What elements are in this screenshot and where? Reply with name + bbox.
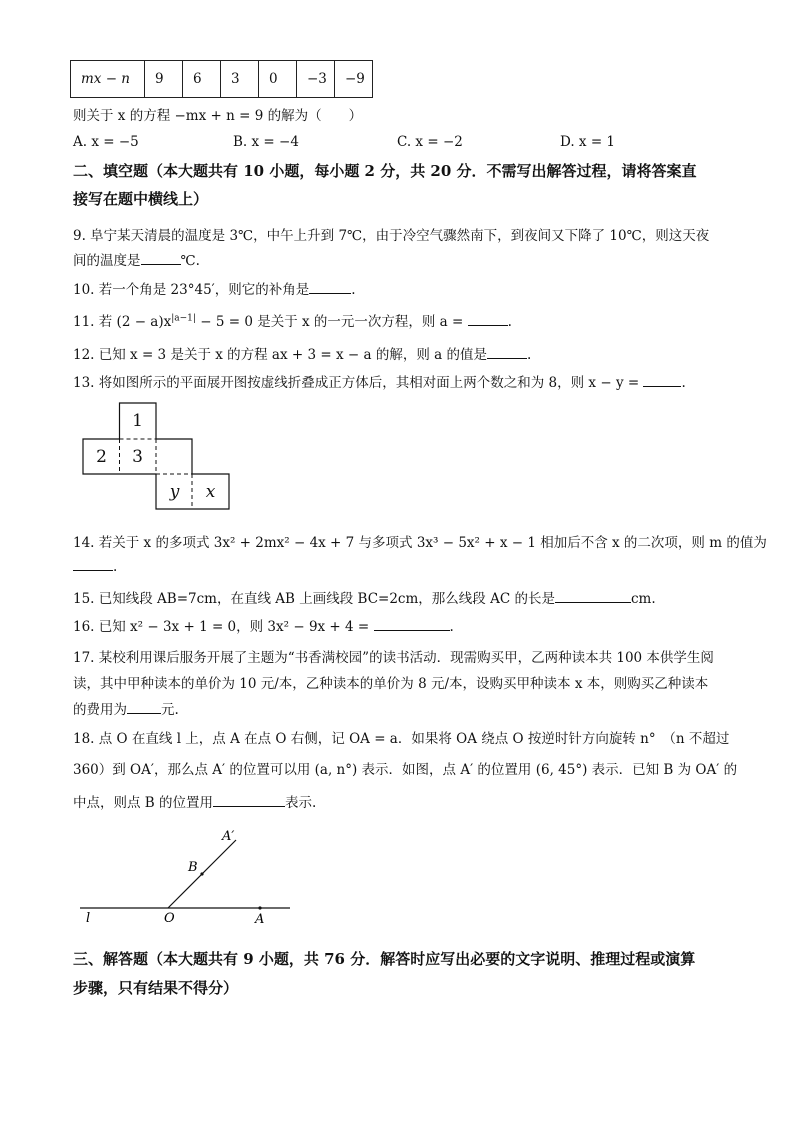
q18-line1: 18. 点 O 在直线 l 上，点 A 在点 O 右侧，记 OA = a．如果将 OA 绕点 O 按逆时针方向旋转 n° （n 不超过 (73, 731, 730, 747)
q14-line2 (73, 558, 117, 575)
label-l: l (86, 911, 91, 926)
q12-text: 12. 已知 x = 3 是关于 x 的方程 ax + 3 = x − a 的解，则 a 的值是 (73, 347, 487, 363)
point-a-dot (258, 906, 261, 909)
answer-blank (127, 701, 161, 714)
label-o: O (164, 911, 175, 926)
section3-heading-line1: 三、解答题（本大题共有 9 小题，共 76 分．解答时应写出必要的文字说明、推理过程或演算 (73, 950, 696, 968)
table-cell-expression: mx − n (71, 61, 145, 98)
q15-text: 15. 已知线段 AB=7cm，在直线 AB 上画线段 BC=2cm，那么线段 AC 的长是 (73, 591, 555, 607)
value-table (70, 60, 373, 98)
q8-option-c: C. x = −2 (397, 134, 463, 150)
answer-blank (643, 374, 681, 387)
q14-end: . (113, 559, 118, 575)
answer-blank (309, 281, 351, 294)
q11 (73, 310, 512, 330)
q8-option-a: A. x = −5 (73, 134, 139, 150)
label-a: A (255, 912, 265, 927)
answer-blank (73, 558, 113, 571)
section2-heading-line2: 接写在题中横线上） (73, 190, 209, 208)
cube-net-figure (82, 402, 232, 512)
q10-end: . (351, 282, 356, 298)
net-face-y: y (169, 482, 180, 502)
q8-option-d: D. x = 1 (560, 134, 616, 150)
answer-blank (213, 794, 285, 807)
table-cell: −9 (335, 61, 373, 98)
rotation-figure (80, 825, 300, 930)
q11-end: . (507, 314, 512, 330)
q13 (73, 371, 686, 391)
table-cell: −3 (297, 61, 335, 98)
q17-unit: 元. (161, 702, 179, 718)
net-face-1: 1 (132, 411, 143, 431)
section3-heading-line2: 步骤，只有结果不得分） (73, 979, 239, 997)
q16 (73, 615, 454, 635)
net-face-2: 2 (96, 447, 107, 467)
table-cell: 9 (145, 61, 183, 98)
q10-text: 10. 若一个角是 23°45′，则它的补角是 (73, 282, 310, 298)
q9-line2 (73, 249, 200, 269)
q11-text2: − 5 = 0 是关于 x 的一元一次方程，则 a = (195, 314, 468, 330)
q18-line3 (73, 791, 316, 811)
answer-blank (374, 618, 450, 631)
q16-end: . (449, 619, 454, 635)
point-b-dot (200, 872, 203, 875)
q17-line1: 17. 某校利用课后服务开展了主题为“书香满校园”的读书活动．现需购买甲，乙两种读本共 100 本供学生阅 (73, 650, 714, 666)
q8-option-b: B. x = −4 (233, 134, 299, 150)
net-face-x: x (205, 482, 216, 502)
q17-line3 (73, 698, 179, 718)
net-face-3: 3 (132, 447, 143, 467)
q13-end: . (681, 375, 686, 391)
q9-unit: ℃. (180, 253, 200, 269)
q8-stem: 则关于 x 的方程 −mx + n = 9 的解为（ ） (73, 108, 363, 124)
label-b: B (188, 860, 198, 875)
q9-text: 间的温度是 (73, 253, 141, 269)
q11-exponent: |a−1| (171, 313, 196, 324)
q15 (73, 587, 656, 607)
q9-line1: 9. 阜宁某天清晨的温度是 3℃，中午上升到 7℃，由于冷空气骤然南下，到夜间又下降了 10℃，则这天夜 (73, 228, 710, 244)
q18-end: 表示. (285, 795, 317, 811)
answer-blank (555, 590, 631, 603)
q15-unit: cm. (630, 591, 656, 607)
q18-line2: 360）到 OA′，那么点 A′ 的位置可以用 (a, n°) 表示．如图，点 A′ 的位置用 (6, 45°) 表示．已知 B 为 OA′ 的 (73, 762, 738, 778)
q12 (73, 343, 531, 363)
table-cell: 0 (259, 61, 297, 98)
table-cell: 6 (183, 61, 221, 98)
q14-line1: 14. 若关于 x 的多项式 3x² + 2mx² − 4x + 7 与多项式 3x³ − 5x² + x − 1 相加后不含 x 的二次项，则 m 的值为 (73, 535, 767, 551)
q17-line2: 读，其中甲种读本的单价为 10 元/本，乙种读本的单价为 8 元/本，设购买甲种读本 x 本，则购买乙种读本 (73, 676, 709, 692)
q16-text: 16. 已知 x² − 3x + 1 = 0，则 3x² − 9x + 4 = (73, 619, 374, 635)
section2-heading-line1: 二、填空题（本大题共有 10 小题，每小题 2 分，共 20 分．不需写出解答过程，请将答案直 (73, 162, 697, 180)
q12-end: . (526, 347, 532, 363)
answer-blank (487, 346, 527, 359)
answer-blank (468, 313, 508, 326)
answer-blank (141, 252, 181, 265)
label-a-prime: A′ (222, 829, 235, 844)
q11-text: 11. 若 (2 − a)x (73, 314, 172, 330)
q18-text: 中点，则点 B 的位置用 (73, 795, 214, 811)
q17-text: 的费用为 (73, 702, 127, 718)
q13-text: 13. 将如图所示的平面展开图按虚线折叠成正方体后，其相对面上两个数之和为 8，则 x − y = (73, 375, 644, 391)
table-row (71, 61, 373, 98)
q10 (73, 278, 356, 298)
table-cell: 3 (221, 61, 259, 98)
